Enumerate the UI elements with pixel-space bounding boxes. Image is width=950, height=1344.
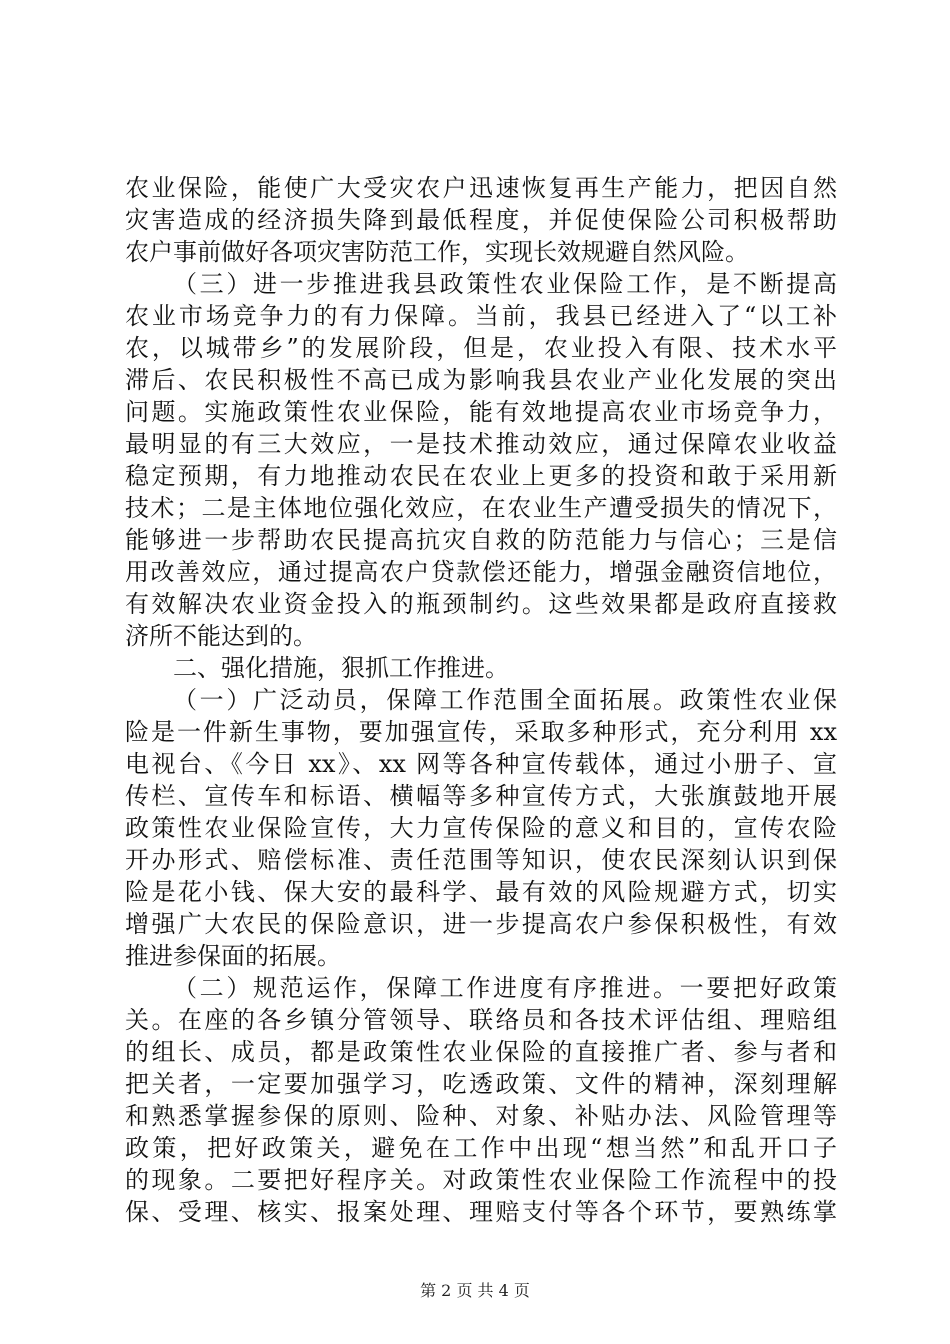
text-line: 的组长、成员，都是政策性农业保险的直接推广者、参与者和 <box>125 1038 837 1066</box>
text-line: 灾害造成的经济损失降到最低程度，并促使保险公司积极帮助 <box>125 206 837 234</box>
text-line: 农户事前做好各项灾害防范工作，实现长效规避自然风险。 <box>125 238 749 266</box>
text-line: 保、受理、核实、报案处理、理赔支付等各个环节，要熟练掌 <box>125 1198 837 1226</box>
text-line: 农业市场竞争力的有力保障。当前，我县已经进入了“以工补 <box>125 302 837 330</box>
document-body <box>125 172 837 1228</box>
text-line: 济所不能达到的。 <box>125 622 317 650</box>
text-line: 农，以城带乡”的发展阶段，但是，农业投入有限、技术水平 <box>125 334 837 362</box>
text-line: 有效解决农业资金投入的瓶颈制约。这些效果都是政府直接救 <box>125 590 837 618</box>
text-line: （二）规范运作，保障工作进度有序推进。一要把好政策 <box>173 974 837 1002</box>
text-line: 增强广大农民的保险意识，进一步提高农户参保积极性，有效 <box>125 910 837 938</box>
text-line: 政策，把好政策关，避免在工作中出现“想当然”和乱开口子 <box>125 1134 837 1162</box>
page-footer: 第 2 页 共 4 页 <box>420 1281 530 1300</box>
text-line: 最明显的有三大效应，一是技术推动效应，通过保障农业收益 <box>125 430 837 458</box>
text-line: 险是一件新生事物，要加强宣传，采取多种形式，充分利用 xx <box>125 718 837 746</box>
text-line: 二、强化措施，狠抓工作推进。 <box>173 654 509 682</box>
text-line: 关。在座的各乡镇分管领导、联络员和各技术评估组、理赔组 <box>125 1006 837 1034</box>
text-line: 险是花小钱、保大安的最科学、最有效的风险规避方式，切实 <box>125 878 837 906</box>
text-line: 技术；二是主体地位强化效应，在农业生产遭受损失的情况下， <box>125 494 837 522</box>
text-line: 能够进一步帮助农民提高抗灾自救的防范能力与信心；三是信 <box>125 526 837 554</box>
text-line: 把关者，一定要加强学习，吃透政策、文件的精神，深刻理解 <box>125 1070 837 1098</box>
text-line: 开办形式、赔偿标准、责任范围等知识，使农民深刻认识到保 <box>125 846 837 874</box>
text-line: （三）进一步推进我县政策性农业保险工作，是不断提高 <box>173 270 837 298</box>
text-line: （一）广泛动员，保障工作范围全面拓展。政策性农业保 <box>173 686 837 714</box>
text-line: 问题。实施政策性农业保险，能有效地提高农业市场竞争力， <box>125 398 837 426</box>
text-line: 用改善效应，通过提高农户贷款偿还能力，增强金融资信地位， <box>125 558 837 586</box>
text-line: 政策性农业保险宣传，大力宣传保险的意义和目的，宣传农险 <box>125 814 837 842</box>
text-line: 电视台、《今日 xx》、xx 网等各种宣传载体，通过小册子、宣 <box>125 750 837 778</box>
text-line: 推进参保面的拓展。 <box>125 942 341 970</box>
text-line: 稳定预期，有力地推动农民在农业上更多的投资和敢于采用新 <box>125 462 837 490</box>
text-line: 的现象。二要把好程序关。对政策性农业保险工作流程中的投 <box>125 1166 837 1194</box>
text-line: 传栏、宣传车和标语、横幅等多种宣传方式，大张旗鼓地开展 <box>125 782 837 810</box>
text-line: 和熟悉掌握参保的原则、险种、对象、补贴办法、风险管理等 <box>125 1102 837 1130</box>
text-line: 农业保险，能使广大受灾农户迅速恢复再生产能力，把因自然 <box>125 174 837 202</box>
text-line: 滞后、农民积极性不高已成为影响我县农业产业化发展的突出 <box>125 366 837 394</box>
